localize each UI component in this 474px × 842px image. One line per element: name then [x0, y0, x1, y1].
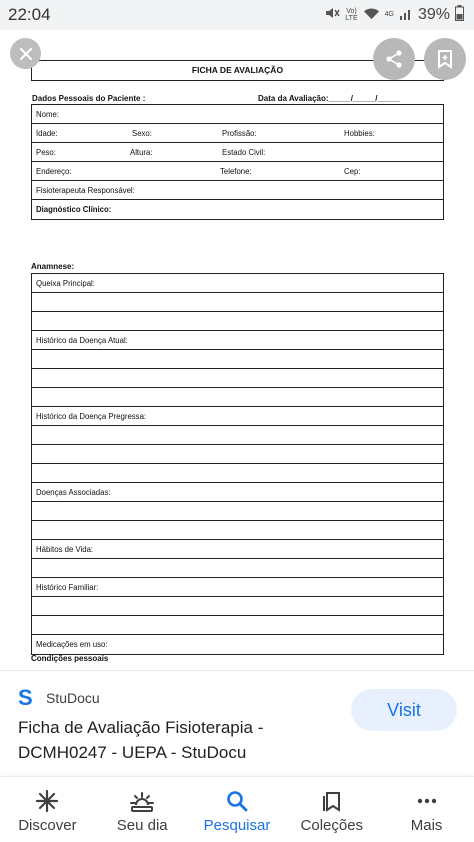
- anamnesis-box: [31, 273, 444, 655]
- result-card[interactable]: [0, 670, 474, 780]
- sunrise-icon: [129, 789, 155, 813]
- nav-pesquisar-label: Pesquisar: [203, 817, 271, 834]
- bookmark-add-icon: [436, 49, 454, 69]
- image-viewer: [0, 30, 474, 670]
- asterisk-icon: [35, 789, 59, 813]
- close-button[interactable]: [10, 38, 41, 69]
- battery-percent: 39%: [417, 5, 450, 23]
- status-bar: [0, 0, 474, 30]
- nav-seu-dia-label: Seu dia: [116, 817, 168, 834]
- field-height: Altura:: [130, 148, 153, 157]
- field-main-complaint: Queixa Principal:: [36, 279, 95, 288]
- more-dots-icon: [415, 789, 439, 813]
- field-hobbies: Hobbies:: [344, 129, 375, 138]
- nav-discover[interactable]: [0, 777, 95, 842]
- nav-mais-label: Mais: [410, 817, 443, 834]
- source-site-name: StuDocu: [46, 690, 100, 706]
- evaluation-form-image: [31, 60, 444, 663]
- field-weight: Peso:: [36, 148, 56, 157]
- save-to-collection-button[interactable]: [424, 38, 466, 80]
- studocu-logo: S: [18, 685, 33, 710]
- share-button[interactable]: [373, 38, 415, 80]
- visit-button[interactable]: Visit: [351, 689, 457, 731]
- field-associated-diseases: Doenças Associadas:: [36, 488, 111, 497]
- volte-icon: Vo) LTE: [345, 7, 358, 22]
- nav-mais[interactable]: [379, 777, 474, 842]
- field-medications: Medicações em uso:: [36, 640, 108, 649]
- field-diagnosis: Diagnóstico Clínico:: [36, 205, 112, 214]
- result-title[interactable]: Ficha de Avaliação Fisioterapia - DCMH0247 - UEPA - StuDocu: [18, 718, 264, 762]
- wifi-icon: [363, 7, 380, 23]
- search-icon: [225, 789, 249, 813]
- personal-conditions-heading: Condições pessoais: [31, 654, 109, 663]
- nav-colecoes-label: Coleções: [300, 817, 364, 834]
- collections-icon: [320, 789, 344, 813]
- field-sex: Sexo:: [132, 129, 152, 138]
- nav-colecoes[interactable]: [284, 777, 379, 842]
- mute-icon: [324, 6, 340, 23]
- field-age: Idade:: [36, 129, 58, 138]
- field-address: Endereço:: [36, 167, 72, 176]
- field-life-habits: Hábitos de Vida:: [36, 545, 94, 554]
- field-therapist: Fisioterapeuta Responsável:: [36, 186, 135, 195]
- field-phone: Telefone:: [220, 167, 252, 176]
- bottom-navigation: [0, 776, 474, 842]
- clock: 22:04: [8, 5, 51, 24]
- field-name: Nome:: [36, 110, 59, 119]
- signal-icon: [399, 7, 413, 23]
- field-civil-status: Estado Civil:: [222, 148, 266, 157]
- anamnesis-heading: Anamnese:: [31, 262, 75, 271]
- personal-data-heading: Dados Pessoais do Paciente :: [32, 94, 146, 103]
- network-type: 4G: [384, 11, 394, 18]
- evaluation-date-label: Data da Avaliação:_____/_____/_____: [258, 94, 400, 103]
- nav-discover-label: Discover: [18, 817, 77, 834]
- battery-icon: [455, 5, 464, 24]
- field-profession: Profissão:: [222, 129, 257, 138]
- share-icon: [384, 49, 404, 69]
- close-icon: [19, 47, 33, 61]
- nav-pesquisar[interactable]: [190, 777, 285, 842]
- field-zip: Cep:: [344, 167, 361, 176]
- nav-seu-dia[interactable]: [95, 777, 190, 842]
- field-past-history: Histórico da Doença Pregressa:: [36, 412, 147, 421]
- field-current-history: Histórico da Doença Atual:: [36, 336, 128, 345]
- form-title: FICHA DE AVALIAÇÃO: [31, 60, 444, 81]
- personal-data-box: [31, 104, 444, 220]
- field-family-history: Histórico Familiar:: [36, 583, 99, 592]
- status-icons: [324, 5, 464, 24]
